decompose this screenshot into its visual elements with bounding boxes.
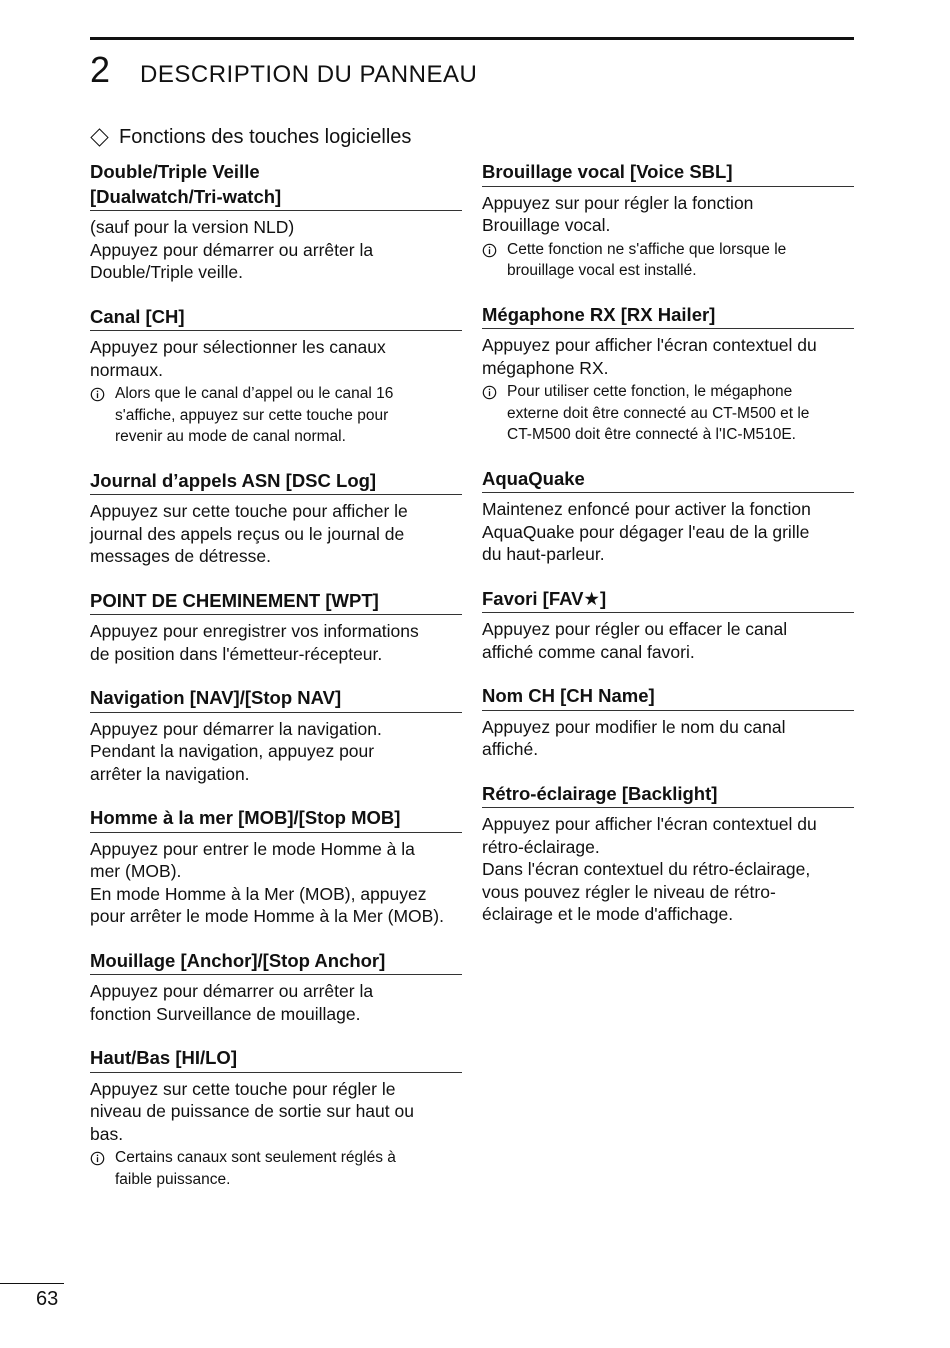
info-note-text xyxy=(507,381,809,446)
body-line: (sauf pour la version NLD) xyxy=(90,217,295,237)
body-line: Double/Triple veille. xyxy=(90,262,244,282)
section-body xyxy=(90,838,462,928)
section-body xyxy=(90,980,462,1025)
body-line: niveau de puissance de sortie sur haut ou xyxy=(90,1101,414,1121)
section-title-line: Nom CH [CH Name] xyxy=(482,685,655,706)
body-line: Appuyez pour enregistrer vos informations xyxy=(90,621,419,641)
body-line: éclairage et le mode d'affichage. xyxy=(482,904,734,924)
section xyxy=(482,782,854,926)
diamond-icon xyxy=(90,128,108,146)
section-body xyxy=(90,718,462,786)
section-body xyxy=(482,716,854,761)
section xyxy=(90,469,462,568)
chapter-title: DESCRIPTION DU PANNEAU xyxy=(140,61,478,88)
page-number: 63 xyxy=(36,1288,59,1310)
note-line: Certains canaux sont seulement réglés à xyxy=(115,1149,396,1166)
section-title xyxy=(482,782,854,809)
info-icon xyxy=(90,1147,115,1190)
body-line: affiché. xyxy=(482,739,539,759)
section-title-line: Double/Triple Veille xyxy=(90,161,260,182)
body-line: pour arrêter le mode Homme à la Mer (MOB). xyxy=(90,906,444,926)
section-title-line: [Dualwatch/Tri-watch] xyxy=(90,185,282,207)
body-line: bas. xyxy=(90,1123,124,1144)
section-body xyxy=(482,498,854,566)
section xyxy=(90,589,462,666)
body-line: Dans l'écran contextuel du rétro-éclairage, xyxy=(482,859,811,879)
section-title-line: Mégaphone RX [RX Hailer] xyxy=(482,303,716,325)
body-line: du haut-parleur. xyxy=(482,544,605,564)
section-title-line: Favori [FAV★] xyxy=(482,587,607,609)
section-title-line: Homme à la mer [MOB]/[Stop MOB] xyxy=(90,807,401,828)
section-body xyxy=(482,618,854,663)
section-title-line: POINT DE CHEMINEMENT [WPT] xyxy=(90,589,379,611)
section-title xyxy=(90,160,462,211)
body-line: Appuyez pour sélectionner les canaux xyxy=(90,337,386,357)
note-line: brouillage vocal est installé. xyxy=(507,262,697,279)
section-title xyxy=(90,686,462,713)
section-body xyxy=(90,500,462,568)
body-line: arrêter la navigation. xyxy=(90,763,250,784)
body-line: Appuyez sur cette touche pour afficher le xyxy=(90,501,408,521)
body-line: de position dans l'émetteur-récepteur. xyxy=(90,643,383,664)
info-icon xyxy=(90,383,115,448)
section xyxy=(482,467,854,566)
note-line: Alors que le canal d’appel ou le canal 16 xyxy=(115,385,394,402)
section xyxy=(90,806,462,928)
section-body xyxy=(482,813,854,926)
section xyxy=(90,949,462,1026)
section-body xyxy=(90,216,462,284)
body-line: vous pouvez régler le niveau de rétro- xyxy=(482,881,776,902)
body-line: Appuyez pour démarrer la navigation. xyxy=(90,718,382,739)
section-body xyxy=(90,1078,462,1146)
body-line: mégaphone RX. xyxy=(482,357,609,378)
body-line: Maintenez enfoncé pour activer la fonction xyxy=(482,499,811,519)
note-line: faible puissance. xyxy=(115,1170,231,1188)
right-column xyxy=(482,160,854,947)
section-title-line: Journal d’appels ASN [DSC Log] xyxy=(90,469,377,491)
info-note-text xyxy=(115,383,393,448)
body-line: Appuyez pour afficher l'écran contextuel du xyxy=(482,814,817,834)
section xyxy=(90,1046,462,1190)
sub-header xyxy=(90,126,411,149)
section xyxy=(482,303,854,446)
section xyxy=(90,305,462,448)
note-line: CT-M500 doit être connecté à l'IC-M510E. xyxy=(507,426,796,443)
body-line: Appuyez pour entrer le mode Homme à la xyxy=(90,838,415,859)
section-body xyxy=(482,334,854,379)
chapter-heading xyxy=(90,49,478,90)
section-body xyxy=(482,192,854,237)
body-line: rétro-éclairage. xyxy=(482,836,600,857)
section-body xyxy=(90,620,462,665)
section xyxy=(482,684,854,761)
body-line: Appuyez pour démarrer ou arrêter la xyxy=(90,981,374,1001)
info-note xyxy=(90,1147,462,1190)
info-note-text xyxy=(115,1147,396,1190)
body-line: Appuyez sur pour régler la fonction xyxy=(482,192,754,213)
section-title-line: Navigation [NAV]/[Stop NAV] xyxy=(90,687,342,708)
section xyxy=(482,160,854,282)
info-icon xyxy=(482,239,507,282)
body-line: En mode Homme à la Mer (MOB), appuyez xyxy=(90,883,427,904)
section-title-line: Mouillage [Anchor]/[Stop Anchor] xyxy=(90,949,386,971)
section-title xyxy=(90,589,462,616)
info-note xyxy=(482,381,854,446)
body-line: affiché comme canal favori. xyxy=(482,641,695,662)
section-title xyxy=(90,949,462,976)
section-title xyxy=(482,684,854,711)
section xyxy=(90,686,462,785)
section-title xyxy=(90,305,462,332)
note-line: revenir au mode de canal normal. xyxy=(115,428,346,445)
section-title-line: AquaQuake xyxy=(482,467,585,489)
chapter-number: 2 xyxy=(90,49,111,90)
section-title-line: Haut/Bas [HI/LO] xyxy=(90,1047,237,1068)
section-title xyxy=(90,806,462,833)
body-line: normaux. xyxy=(90,359,163,380)
note-line: externe doit être connecté au CT-M500 et le xyxy=(507,404,810,422)
section xyxy=(90,160,462,284)
left-column xyxy=(90,160,462,1211)
body-line: mer (MOB). xyxy=(90,861,182,881)
top-rule xyxy=(90,37,854,40)
note-line: s'affiche, appuyez sur cette touche pour xyxy=(115,406,389,424)
body-line: Appuyez pour modifier le nom du canal xyxy=(482,716,786,737)
body-line: AquaQuake pour dégager l'eau de la grille xyxy=(482,521,810,542)
body-line: Appuyez pour démarrer ou arrêter la xyxy=(90,239,374,260)
section xyxy=(482,587,854,664)
note-line: Pour utiliser cette fonction, le mégaphone xyxy=(507,383,793,400)
section-title xyxy=(90,1046,462,1073)
body-line: Appuyez sur cette touche pour régler le xyxy=(90,1078,396,1099)
body-line: Brouillage vocal. xyxy=(482,215,611,235)
section-title xyxy=(482,587,854,614)
info-icon xyxy=(482,381,507,446)
body-line: messages de détresse. xyxy=(90,546,271,566)
info-note xyxy=(90,383,462,448)
section-title-line: Brouillage vocal [Voice SBL] xyxy=(482,161,733,182)
info-note xyxy=(482,239,854,282)
section-title-line: Canal [CH] xyxy=(90,305,185,327)
section-body xyxy=(90,336,462,381)
body-line: Appuyez pour régler ou effacer le canal xyxy=(482,619,788,639)
body-line: journal des appels reçus ou le journal de xyxy=(90,523,405,544)
page-number-rule xyxy=(0,1283,64,1284)
section-title xyxy=(482,303,854,330)
note-line: Cette fonction ne s'affiche que lorsque le xyxy=(507,240,787,258)
body-line: fonction Surveillance de mouillage. xyxy=(90,1003,361,1024)
section-title xyxy=(482,467,854,494)
body-line: Appuyez pour afficher l'écran contextuel du xyxy=(482,335,817,355)
section-title xyxy=(90,469,462,496)
section-title xyxy=(482,160,854,187)
info-note-text xyxy=(507,239,786,282)
body-line: Pendant la navigation, appuyez pour xyxy=(90,741,375,761)
section-title-line: Rétro-éclairage [Backlight] xyxy=(482,782,718,804)
sub-header-text: Fonctions des touches logicielles xyxy=(119,126,412,148)
